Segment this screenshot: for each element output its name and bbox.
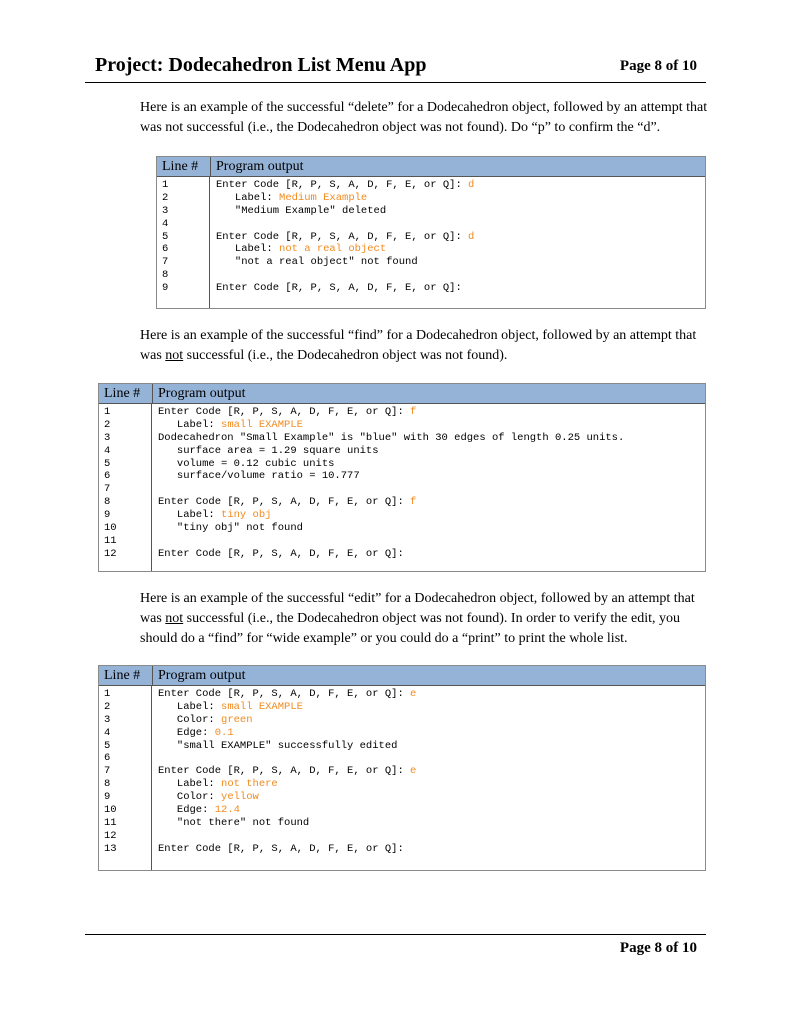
- code-line: [216, 205, 474, 218]
- code-line: [216, 179, 474, 192]
- line-number: 6: [104, 752, 111, 765]
- output-text: Label:: [158, 778, 222, 791]
- user-input-text: small EXAMPLE: [221, 700, 303, 713]
- code-line: [158, 778, 416, 791]
- line-number-column: [157, 177, 210, 308]
- user-input-text: 0.1: [214, 726, 234, 739]
- user-input-text: not there: [221, 778, 278, 791]
- code-line: [158, 470, 624, 483]
- line-number: 2: [104, 700, 111, 713]
- user-input-text: f: [410, 496, 417, 509]
- table-header-row: [99, 666, 705, 686]
- paragraph-text: successful (i.e., the Dodecahedron object was not found).: [183, 348, 508, 363]
- output-text: Color:: [158, 791, 222, 804]
- table-body: [99, 404, 705, 571]
- code-line: [216, 282, 474, 295]
- code-line: [158, 458, 624, 471]
- user-input-text: e: [410, 765, 417, 778]
- output-text: Label:: [158, 509, 222, 522]
- code-line: [216, 256, 474, 269]
- column-header-program-output: Program output: [216, 159, 304, 174]
- code-line: [158, 727, 416, 740]
- line-number: 5: [162, 230, 169, 243]
- output-text: "tiny obj" not found: [158, 522, 303, 535]
- line-number: 3: [104, 431, 111, 444]
- code-line: [158, 791, 416, 804]
- output-text: Label:: [158, 418, 222, 431]
- line-number: 4: [104, 726, 111, 739]
- code-line: [158, 419, 624, 432]
- document-title: Project: Dodecahedron List Menu App: [95, 54, 427, 76]
- line-number: 10: [104, 522, 117, 535]
- line-number: 4: [162, 217, 169, 230]
- line-number: 7: [104, 483, 111, 496]
- line-number: 8: [104, 496, 111, 509]
- output-text: Color:: [158, 713, 222, 726]
- line-number: 12: [104, 829, 117, 842]
- line-number: 5: [104, 457, 111, 470]
- line-number: 8: [104, 778, 111, 791]
- user-input-text: Medium Example: [279, 191, 368, 204]
- code-line: [158, 740, 416, 753]
- section-1-output-table: [156, 156, 706, 309]
- line-number: 9: [162, 282, 169, 295]
- table-header-row: [99, 384, 705, 404]
- output-text: Label:: [158, 700, 222, 713]
- output-text: Label:: [216, 243, 280, 256]
- table-header-row: [157, 157, 705, 177]
- code-line: [158, 406, 624, 419]
- line-number: 9: [104, 791, 111, 804]
- user-input-text: yellow: [221, 791, 259, 804]
- line-number: 13: [104, 842, 117, 855]
- column-header-program-output: Program output: [158, 386, 246, 401]
- code-line: [158, 830, 416, 843]
- output-text: Enter Code [R, P, S, A, D, F, E, or Q]:: [158, 406, 411, 418]
- line-number: 8: [162, 269, 169, 282]
- code-line: [216, 192, 474, 205]
- line-number: 2: [104, 418, 111, 431]
- code-line: [158, 701, 416, 714]
- line-number: 11: [104, 816, 117, 829]
- code-line: [216, 231, 474, 244]
- table-body: [99, 686, 705, 870]
- code-line: [216, 269, 474, 282]
- output-text: Edge:: [158, 726, 215, 739]
- paragraph-text: successful (i.e., the Dodecahedron object was not found). In order to verify the edit, you should do a “find” for “wide example” or you could do a “print” to print the whole list.: [140, 611, 681, 646]
- code-line: [158, 535, 624, 548]
- paragraph-text: Here is an example of the successful “delete” for a Dodecahedron object, followed by an attempt that was not successful (i.e., the Dodecahedron object was not found). Do “p” to confirm the “d”.: [140, 100, 708, 135]
- column-header-line-number: Line #: [157, 157, 211, 176]
- code-line: [158, 843, 416, 856]
- section-3-paragraph: [140, 589, 710, 649]
- line-number: 6: [104, 470, 111, 483]
- code-line: [216, 243, 474, 256]
- underlined-text: not: [165, 348, 184, 363]
- output-text: "not there" not found: [158, 816, 310, 829]
- code-line: [158, 445, 624, 458]
- line-number: 1: [104, 688, 111, 700]
- program-output-column: [152, 404, 624, 571]
- user-input-text: d: [468, 230, 475, 243]
- paragraph-text: Here is an example of the successful “edit” for a Dodecahedron object, followed by an attempt that was: [140, 591, 695, 626]
- column-header-line-number: Line #: [99, 384, 153, 403]
- output-text: surface area = 1.29 square units: [158, 444, 379, 457]
- section-1-paragraph: [140, 98, 710, 138]
- line-number: 3: [162, 204, 169, 217]
- line-number: 12: [104, 547, 117, 560]
- line-number: 7: [104, 765, 111, 778]
- line-number: 1: [104, 406, 111, 418]
- section-2-output-table: [98, 383, 706, 572]
- header-page-number: Page 8 of 10: [619, 58, 697, 74]
- output-text: "small EXAMPLE" successfully edited: [158, 739, 398, 752]
- user-input-text: small EXAMPLE: [221, 418, 303, 431]
- user-input-text: d: [468, 179, 475, 191]
- user-input-text: tiny obj: [221, 509, 272, 522]
- line-number: 2: [162, 191, 169, 204]
- column-header-line-number: Line #: [99, 666, 153, 685]
- output-text: Edge:: [158, 804, 215, 817]
- code-line: [158, 688, 416, 701]
- output-text: volume = 0.12 cubic units: [158, 457, 335, 470]
- column-header-program-output: Program output: [158, 668, 246, 683]
- line-number: 6: [162, 243, 169, 256]
- line-number: 4: [104, 444, 111, 457]
- code-line: [158, 714, 416, 727]
- line-number: 3: [104, 713, 111, 726]
- line-number: 7: [162, 256, 169, 269]
- output-text: Enter Code [R, P, S, A, D, F, E, or Q]:: [216, 179, 469, 191]
- output-text: Enter Code [R, P, S, A, D, F, E, or Q]:: [216, 282, 469, 295]
- code-line: [158, 804, 416, 817]
- line-number: 9: [104, 509, 111, 522]
- paragraph-text: Here is an example of the successful “find” for a Dodecahedron object, followed by an attempt that was: [140, 328, 697, 363]
- user-input-text: 12.4: [214, 804, 240, 817]
- table-body: [157, 177, 705, 308]
- program-output-column: [152, 686, 416, 870]
- output-text: Enter Code [R, P, S, A, D, F, E, or Q]:: [158, 765, 411, 778]
- user-input-text: e: [410, 688, 417, 700]
- output-text: Label:: [216, 191, 280, 204]
- line-number: 10: [104, 804, 117, 817]
- output-text: Enter Code [R, P, S, A, D, F, E, or Q]:: [158, 842, 411, 855]
- output-text: "not a real object" not found: [216, 256, 418, 269]
- output-text: Enter Code [R, P, S, A, D, F, E, or Q]:: [158, 547, 411, 560]
- line-number-column: [99, 404, 152, 571]
- code-line: [158, 752, 416, 765]
- code-line: [158, 509, 624, 522]
- footer-divider: [85, 934, 706, 935]
- user-input-text: not a real object: [279, 243, 387, 256]
- user-input-text: green: [221, 713, 253, 726]
- code-line: [158, 522, 624, 535]
- program-output-column: [210, 177, 474, 308]
- footer-page-number: Page 8 of 10: [619, 940, 697, 956]
- code-line: [158, 817, 416, 830]
- output-text: Dodecahedron "Small Example" is "blue" with 30 edges of length 0.25 units.: [158, 431, 625, 444]
- output-text: Enter Code [R, P, S, A, D, F, E, or Q]:: [216, 230, 469, 243]
- underlined-text: not: [165, 611, 184, 626]
- output-text: Enter Code [R, P, S, A, D, F, E, or Q]:: [158, 688, 411, 700]
- line-number: 5: [104, 739, 111, 752]
- section-2-paragraph: [140, 326, 710, 366]
- code-line: [158, 496, 624, 509]
- code-line: [158, 483, 624, 496]
- code-line: [158, 548, 624, 561]
- section-3-output-table: [98, 665, 706, 871]
- code-line: [158, 765, 416, 778]
- code-line: [216, 218, 474, 231]
- line-number: 11: [104, 534, 117, 547]
- user-input-text: f: [410, 406, 417, 418]
- header-divider: [85, 82, 706, 83]
- code-line: [158, 432, 624, 445]
- line-number: 1: [162, 179, 169, 191]
- line-number-column: [99, 686, 152, 870]
- output-text: "Medium Example" deleted: [216, 204, 387, 217]
- output-text: Enter Code [R, P, S, A, D, F, E, or Q]:: [158, 496, 411, 509]
- output-text: surface/volume ratio = 10.777: [158, 470, 360, 483]
